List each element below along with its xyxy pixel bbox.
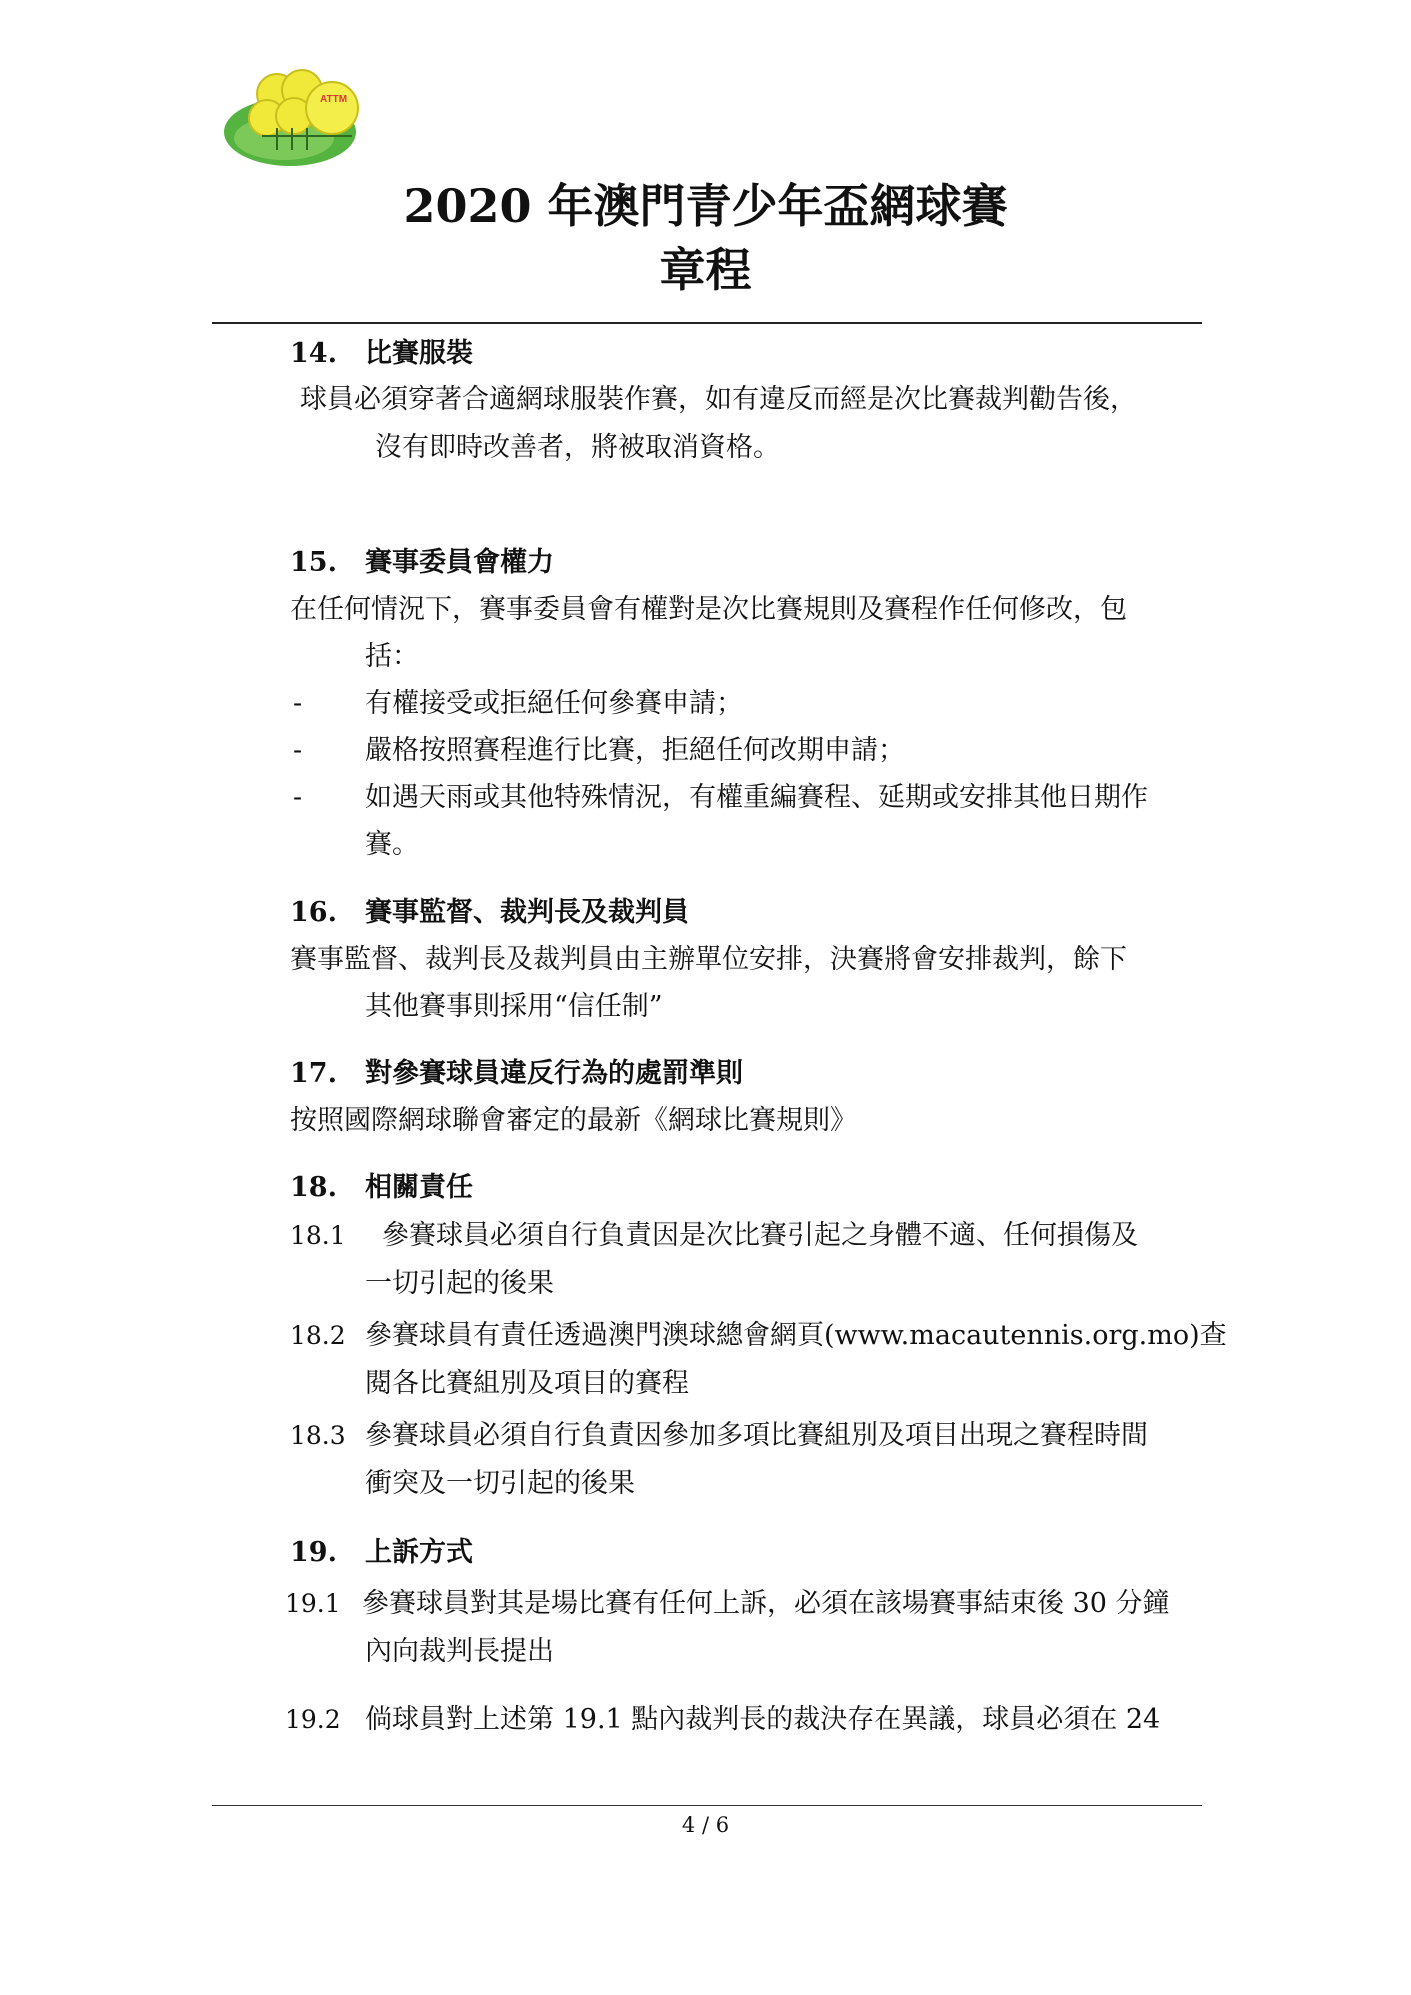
section-19-heading: 上訴方式	[365, 1537, 473, 1568]
document-subtitle: 章程	[659, 243, 752, 297]
section-14-text-line1: 球員必須穿著合適網球服裝作賽，如有違反而經是次比賽裁判勸告後，	[300, 384, 1137, 415]
section-15-bullet-3-line1: 如遇天雨或其他特殊情況，有權重編賽程、延期或安排其他日期作	[365, 782, 1148, 813]
section-14-heading: 比賽服裝	[365, 338, 473, 369]
section-14-text-line2: 沒有即時改善者，將被取消資格。	[375, 432, 780, 463]
item-19-1-number: 19.1	[285, 1589, 341, 1618]
section-19-number: 19.	[290, 1537, 337, 1568]
section-15-text-line2: 括：	[365, 641, 419, 672]
item-18-3-number: 18.3	[290, 1421, 346, 1450]
item-18-1-line1: 參賽球員必須自行負責因是次比賽引起之身體不適、任何損傷及	[382, 1220, 1138, 1251]
item-19-1-line1: 參賽球員對其是場比賽有任何上訴，必須在該場賽事結束後 30 分鐘	[362, 1588, 1170, 1619]
section-17-heading: 對參賽球員違反行為的處罰準則	[365, 1058, 743, 1089]
item-18-2-line1: 參賽球員有責任透過澳門澳球總會網頁(www.macautennis.org.mo)查	[365, 1320, 1227, 1351]
section-18-heading: 相關責任	[365, 1172, 473, 1203]
item-18-3-line2: 衝突及一切引起的後果	[365, 1468, 635, 1499]
item-19-1-line2: 內向裁判長提出	[365, 1636, 554, 1667]
section-16-number: 16.	[290, 897, 337, 928]
section-16-text-line2: 其他賽事則採用“信任制”	[365, 991, 663, 1022]
item-18-3-line1: 參賽球員必須自行負責因參加多項比賽組別及項目出現之賽程時間	[365, 1420, 1148, 1451]
section-17-text: 按照國際網球聯會審定的最新《網球比賽規則》	[290, 1105, 857, 1136]
section-15-bullet-3-line2: 賽。	[365, 829, 419, 860]
document-title: 2020 年澳門青少年盃網球賽	[403, 179, 1008, 233]
association-logo	[222, 66, 372, 170]
item-19-2-number: 19.2	[285, 1705, 341, 1734]
section-15-text-line1: 在任何情況下，賽事委員會有權對是次比賽規則及賽程作任何修改，包	[290, 594, 1127, 625]
section-15-heading: 賽事委員會權力	[365, 547, 554, 578]
section-16-heading: 賽事監督、裁判長及裁判員	[365, 897, 689, 928]
item-18-1-line2: 一切引起的後果	[365, 1268, 554, 1299]
section-18-number: 18.	[290, 1172, 337, 1203]
item-18-2-number: 18.2	[290, 1321, 346, 1350]
item-18-1-number: 18.1	[290, 1221, 346, 1250]
section-17-number: 17.	[290, 1058, 337, 1089]
section-14-number: 14.	[290, 338, 337, 369]
bullet-dash: -	[293, 688, 303, 719]
bullet-dash: -	[293, 735, 303, 766]
item-19-2-line1: 倘球員對上述第 19.1 點內裁判長的裁決存在異議，球員必須在 24	[365, 1704, 1161, 1735]
header-divider	[212, 322, 1202, 324]
section-16-text-line1: 賽事監督、裁判長及裁判員由主辦單位安排，決賽將會安排裁判，餘下	[290, 944, 1127, 975]
page-number: 4 / 6	[681, 1813, 730, 1837]
logo-text: ATTM	[320, 94, 348, 105]
bullet-dash: -	[293, 782, 303, 813]
section-15-bullet-1: 有權接受或拒絕任何參賽申請；	[365, 688, 743, 719]
tennis-ball-logo	[222, 66, 372, 170]
footer-divider	[212, 1805, 1202, 1806]
section-15-bullet-2: 嚴格按照賽程進行比賽，拒絕任何改期申請；	[365, 735, 905, 766]
item-18-2-line2: 閱各比賽組別及項目的賽程	[365, 1368, 689, 1399]
section-15-number: 15.	[290, 547, 337, 578]
